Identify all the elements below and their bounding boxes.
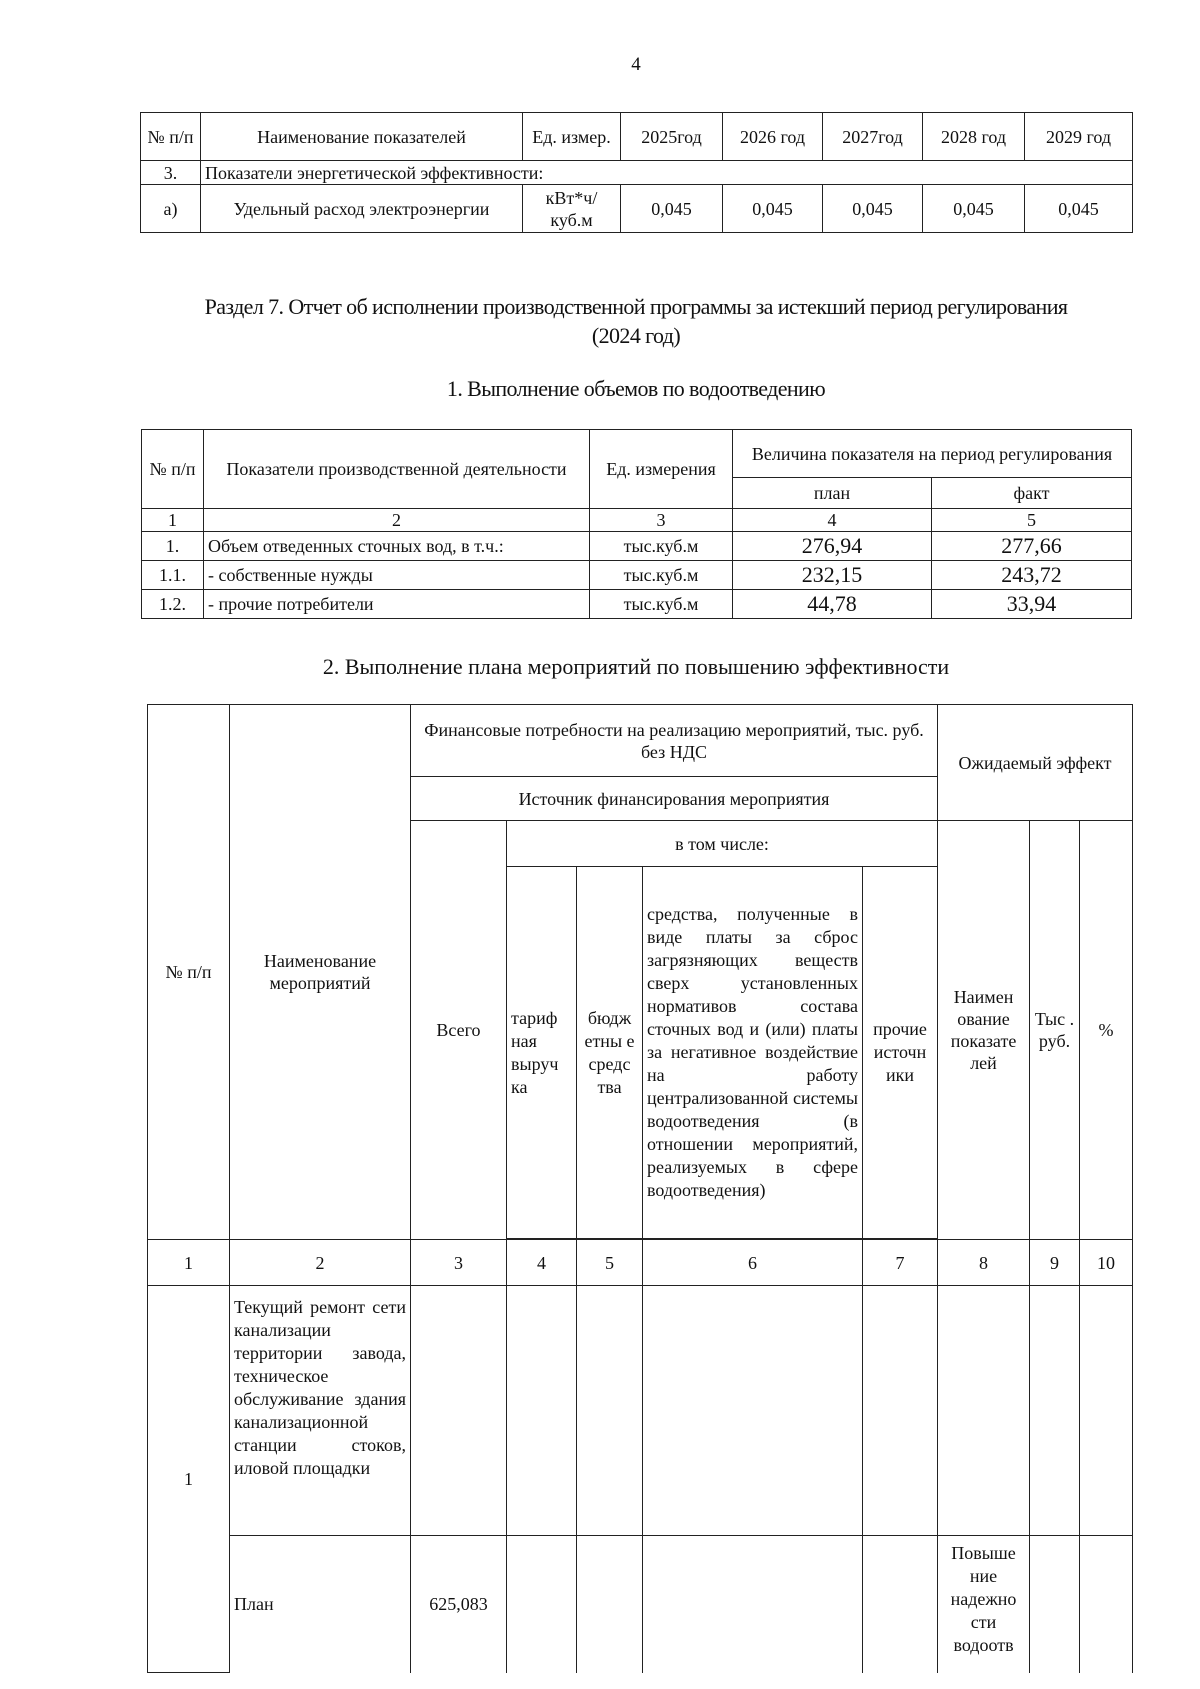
header-no: № п/п (141, 113, 201, 161)
header-pollution-fees: средства, полученные в виде платы за сброс загрязняющих веществ сверх установленных нормативов состава сточных вод и (или) платы за негативное воздействие на работу централизованной системы водоотведения (в отношении мероприятий, реализуемых в сфере водоотведения) (643, 867, 863, 1239)
header-2026: 2026 год (723, 113, 823, 161)
wastewater-volumes-table (141, 429, 1132, 619)
header-no: № п/п (148, 705, 230, 1240)
row-name: - прочие потребители (204, 590, 590, 619)
section-number: 3. (141, 161, 201, 185)
header-financing-needs: Финансовые потребности на реализацию мероприятий, тыс. руб. без НДС (411, 705, 938, 777)
row-number: а) (141, 185, 201, 233)
header-indicator: Показатели производственной деятельности (204, 430, 590, 509)
col-number: 8 (938, 1240, 1030, 1286)
header-tariff-revenue: тариф ная выруч ка (507, 867, 577, 1239)
col-number: 3 (411, 1240, 507, 1286)
header-indicator-name: Наимен ование показате лей (938, 821, 1030, 1240)
header-percent: % (1080, 821, 1133, 1240)
header-unit: Ед. измер. (523, 113, 621, 161)
header-including: в том числе: (507, 821, 938, 867)
col-number: 1 (148, 1240, 230, 1286)
col-number: 5 (577, 1240, 643, 1286)
value-2027: 0,045 (823, 185, 923, 233)
row-unit: тыс.куб.м (590, 561, 733, 590)
row-fact: 277,66 (932, 532, 1132, 561)
col-number: 4 (733, 509, 932, 532)
row-plan: 232,15 (733, 561, 932, 590)
header-2027: 2027год (823, 113, 923, 161)
col-number: 2 (230, 1240, 411, 1286)
col-number: 2 (204, 509, 590, 532)
header-expected-effect: Ожидаемый эффект (938, 705, 1133, 821)
section-title: Показатели энергетической эффективности: (201, 161, 1133, 185)
row-plan: 276,94 (733, 532, 932, 561)
plan-label: План (230, 1536, 411, 1673)
header-no: № п/п (142, 430, 204, 509)
header-other-sources: прочие источн ики (863, 867, 938, 1239)
subtitle-wastewater-volumes: 1. Выполнение объемов по водоотведению (446, 376, 826, 401)
col-number: 9 (1030, 1240, 1080, 1286)
row-fact: 243,72 (932, 561, 1132, 590)
measure-name: Текущий ремонт сети канализации территории завода, техническое обслуживание здания канализационной станции стоков, иловой площадки (230, 1286, 411, 1536)
header-plan: план (733, 478, 932, 509)
measure-no: 1 (148, 1286, 230, 1673)
value-2028: 0,045 (923, 185, 1025, 233)
header-unit: Ед. измерения (590, 430, 733, 509)
section7-title-line2: (2024 год) (591, 323, 681, 348)
page-number: 4 (631, 54, 641, 75)
row-name: Объем отведенных сточных вод, в т.ч.: (204, 532, 590, 561)
section7-title-line1: Раздел 7. Отчет об исполнении производственной программы за истекший период регулирования (204, 294, 1068, 319)
header-2029: 2029 год (1025, 113, 1133, 161)
header-thousand-rub: Тыс . руб. (1030, 821, 1080, 1240)
header-2028: 2028 год (923, 113, 1025, 161)
col-number: 7 (863, 1240, 938, 1286)
header-name: Наименование показателей (201, 113, 523, 161)
indicators-table (140, 112, 1133, 233)
header-2025: 2025год (621, 113, 723, 161)
header-name: Наименование мероприятий (230, 705, 411, 1240)
subtitle-efficiency-plan: 2. Выполнение плана мероприятий по повышению эффективности (322, 654, 950, 679)
col-number: 1 (142, 509, 204, 532)
plan-total: 625,083 (411, 1536, 507, 1673)
header-value: Величина показателя на период регулирования (733, 430, 1132, 478)
header-budget-funds: бюдж етны е средс тва (577, 867, 643, 1239)
col-number: 4 (507, 1240, 577, 1286)
row-name: Удельный расход электроэнергии (201, 185, 523, 233)
col-number: 3 (590, 509, 733, 532)
value-2025: 0,045 (621, 185, 723, 233)
col-number: 6 (643, 1240, 863, 1286)
row-no: 1.2. (142, 590, 204, 619)
header-fact: факт (932, 478, 1132, 509)
value-2026: 0,045 (723, 185, 823, 233)
row-no: 1. (142, 532, 204, 561)
plan-effect: Повыше ние надежно сти водоотв (938, 1536, 1030, 1673)
row-plan: 44,78 (733, 590, 932, 619)
row-unit: кВт*ч/ куб.м (523, 185, 621, 233)
row-fact: 33,94 (932, 590, 1132, 619)
header-total: Всего (411, 821, 507, 1240)
row-name: - собственные нужды (204, 561, 590, 590)
row-no: 1.1. (142, 561, 204, 590)
row-unit: тыс.куб.м (590, 590, 733, 619)
col-number: 5 (932, 509, 1132, 532)
value-2029: 0,045 (1025, 185, 1133, 233)
col-number: 10 (1080, 1240, 1133, 1286)
header-funding-source: Источник финансирования мероприятия (411, 777, 938, 821)
row-unit: тыс.куб.м (590, 532, 733, 561)
efficiency-measures-table (147, 704, 1133, 1673)
